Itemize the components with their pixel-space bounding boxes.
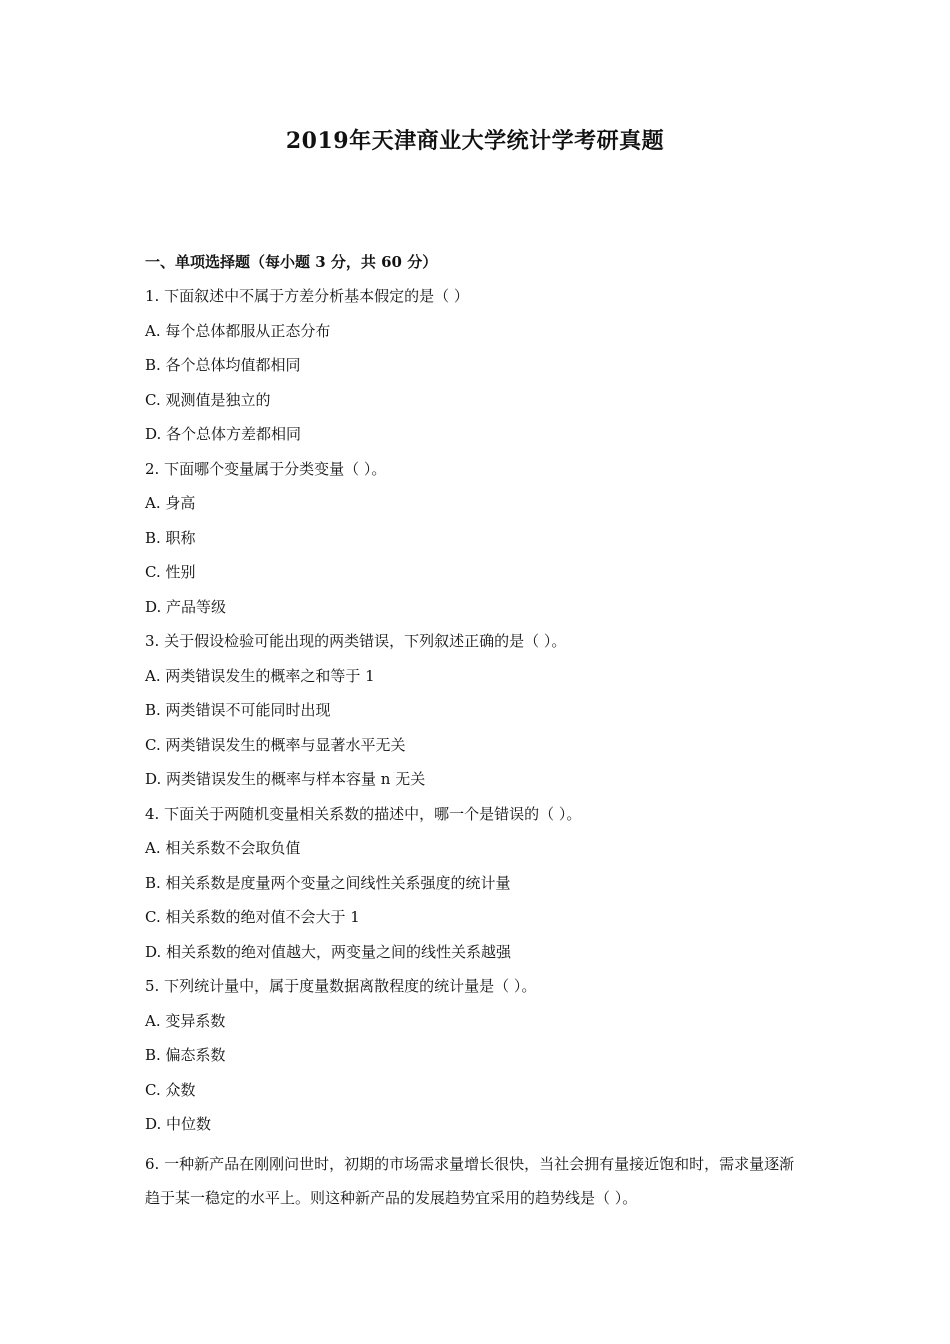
option-b: B. 职称	[145, 528, 196, 547]
option-a: A. 每个总体都服从正态分布	[145, 321, 331, 340]
option-d: D. 各个总体方差都相同	[145, 425, 302, 443]
option-d: D. 产品等级	[145, 597, 227, 616]
question-4	[145, 802, 805, 975]
option-c: C. 性别	[145, 563, 196, 581]
section-heading: 一、单项选择题（每小题 3 分，共 60 分）	[145, 253, 438, 271]
question-3	[145, 629, 805, 802]
question-stem: 4. 下面关于两随机变量相关系数的描述中，哪一个是错误的（ ）。	[145, 804, 582, 823]
question-stem: 3. 关于假设检验可能出现的两类错误，下列叙述正确的是（ ）。	[145, 632, 567, 650]
option-b: B. 偏态系数	[145, 1046, 226, 1064]
document-body	[145, 250, 805, 1216]
option-c: C. 观测值是独立的	[145, 390, 271, 409]
option-b: B. 两类错误不可能同时出现	[145, 701, 331, 719]
question-5	[145, 974, 805, 1147]
option-a: A. 相关系数不会取负值	[145, 839, 301, 857]
option-d: D. 两类错误发生的概率与样本容量 n 无关	[145, 770, 426, 788]
option-a: A. 变异系数	[145, 1011, 226, 1030]
option-b: B. 各个总体均值都相同	[145, 356, 301, 374]
question-stem: 6. 一种新产品在刚刚问世时，初期的市场需求量增长很快，当社会拥有量接近饱和时，需求量逐渐趋于某一稳定的水平上。则这种新产品的发展趋势宜采用的趋势线是（ ）。	[145, 1154, 795, 1207]
option-c: C. 两类错误发生的概率与显著水平无关	[145, 735, 406, 754]
option-d: D. 相关系数的绝对值越大，两变量之间的线性关系越强	[145, 942, 512, 961]
option-d: D. 中位数	[145, 1115, 212, 1133]
document-title: 2019年天津商业大学统计学考研真题	[285, 128, 665, 154]
question-1	[145, 284, 805, 457]
option-b: B. 相关系数是度量两个变量之间线性关系强度的统计量	[145, 873, 511, 892]
option-c: C. 众数	[145, 1080, 196, 1099]
question-stem: 1. 下面叙述中不属于方差分析基本假定的是（ ）	[145, 287, 469, 305]
option-a: A. 两类错误发生的概率之和等于 1	[145, 666, 375, 685]
question-2	[145, 457, 805, 630]
question-stem: 5. 下列统计量中，属于度量数据离散程度的统计量是（ ）。	[145, 977, 537, 995]
option-a: A. 身高	[145, 494, 196, 512]
question-6	[145, 1147, 805, 1216]
question-stem: 2. 下面哪个变量属于分类变量（ ）。	[145, 459, 387, 478]
option-c: C. 相关系数的绝对值不会大于 1	[145, 908, 360, 926]
